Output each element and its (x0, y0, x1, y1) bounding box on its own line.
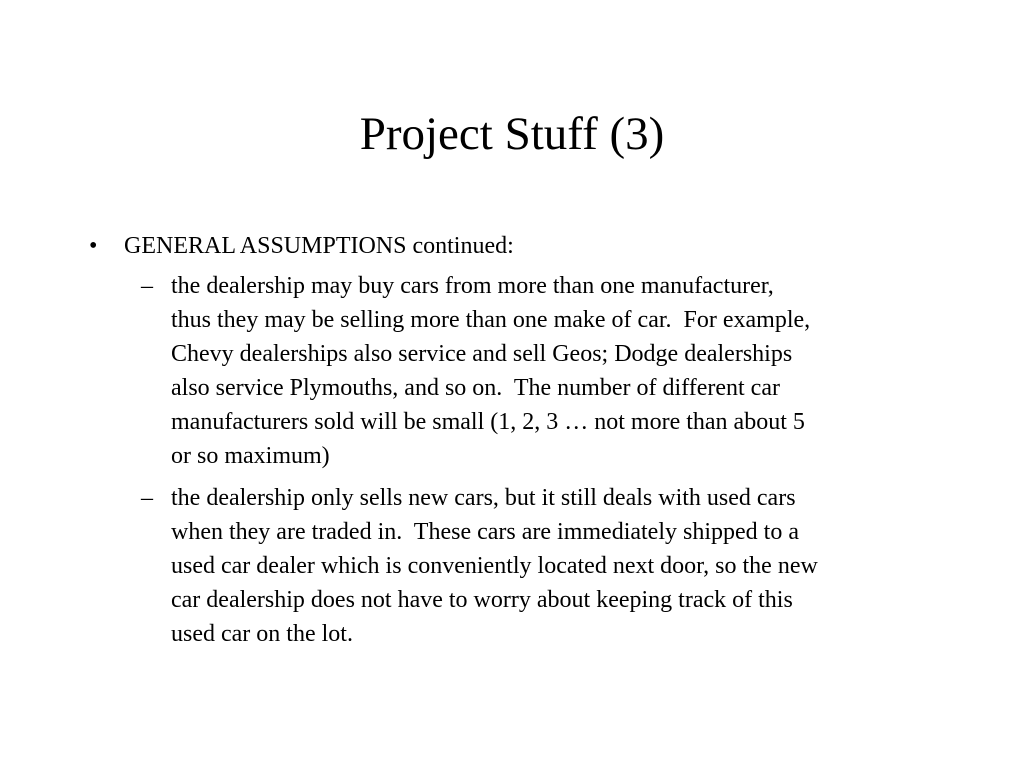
sub-item-text (171, 269, 941, 473)
slide-title: Project Stuff (3) (359, 108, 665, 160)
bullet-text: GENERAL ASSUMPTIONS continued: (124, 233, 514, 259)
text-line: the dealership may buy cars from more than one manufacturer, (171, 273, 774, 299)
text-line: Chevy dealerships also service and sell Geos; Dodge dealerships (171, 341, 793, 367)
text-line: also service Plymouths, and so on. The number of different car (171, 375, 780, 401)
text-line: thus they may be selling more than one make of car. For example, (171, 307, 811, 333)
text-line: manufacturers sold will be small (1, 2, 3 … not more than about 5 (171, 409, 805, 435)
dash-marker: – (141, 273, 153, 299)
sub-item-multiple-manufacturers (141, 269, 941, 473)
sub-item-text (171, 481, 941, 651)
text-line: the dealership only sells new cars, but it still deals with used cars (171, 485, 796, 511)
text-line: used car dealer which is conveniently located next door, so the new (171, 553, 818, 579)
bullet-marker: • (89, 233, 98, 259)
dash-marker: – (141, 485, 153, 511)
text-line: when they are traded in. These cars are immediately shipped to a (171, 519, 799, 545)
text-line: or so maximum) (171, 443, 330, 469)
sub-item-new-cars-only (141, 481, 941, 651)
text-line: used car on the lot. (171, 621, 353, 647)
text-line: car dealership does not have to worry about keeping track of this (171, 587, 793, 613)
